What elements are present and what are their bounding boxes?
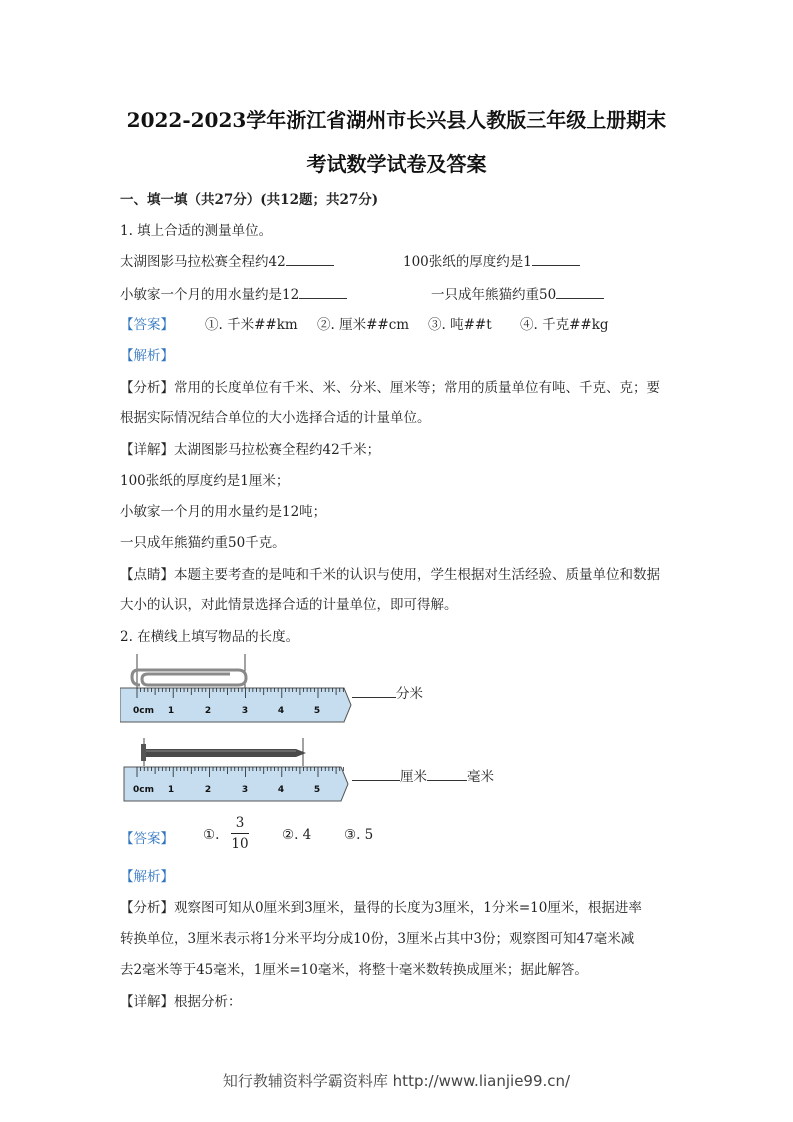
answer-blank[interactable] — [286, 251, 334, 266]
fenxi-text: 观察图可知从0厘米到3厘米，量得的长度为3厘米，1分米=10厘米，根据进率 — [174, 900, 642, 916]
answer-item-2: ②. 4 — [282, 827, 312, 843]
question-1-stem: 1. 填上合适的测量单位。 — [120, 223, 273, 239]
xiangjie-text: 太湖图影马拉松赛全程约42千米； — [174, 442, 381, 458]
ruler-label: 2 — [204, 785, 212, 795]
dianjing-cont: 大小的认识，对此情景选择合适的计量单位，即可得解。 — [120, 597, 458, 613]
analysis-fenxi-cont: 根据实际情况结合单位的大小选择合适的计量单位。 — [120, 410, 431, 426]
xiangjie-text: 根据分析： — [174, 994, 242, 1010]
answer-item-1: ①. 千米##km — [205, 317, 298, 333]
xiangjie-tag: 【详解】 — [120, 442, 174, 458]
document-title-line-1: 2022-2023学年浙江省湖州市长兴县人教版三年级上册期末 — [126, 108, 667, 132]
question-1-item-b — [403, 250, 580, 270]
unit-decimeter: 分米 — [396, 686, 423, 702]
fraction-numerator: 3 — [235, 815, 245, 831]
ruler-paperclip-figure — [120, 652, 355, 727]
ruler-label: 0cm — [133, 785, 154, 795]
question-2-blank-1 — [352, 682, 423, 702]
analysis-xiangjie — [120, 990, 242, 1010]
answer-item-3: ③. 5 — [344, 827, 374, 843]
ruler-body — [124, 767, 348, 801]
question-1-item-a — [120, 250, 334, 270]
question-1-item-d-text: 一只成年熊猫约重50 — [431, 287, 557, 303]
answer-blank[interactable] — [299, 284, 347, 299]
ruler-label: 1 — [167, 706, 175, 716]
answer-blank[interactable] — [532, 251, 580, 266]
fenxi-text: 常用的长度单位有千米、米、分米、厘米等；常用的质量单位有吨、千克、克；要 — [174, 380, 660, 396]
analysis-fenxi-cont-1: 转换单位，3厘米表示将1分米平均分成10份，3厘米占其中3份；观察图可知47毫米减 — [120, 931, 635, 947]
answer-blank[interactable] — [427, 766, 467, 781]
analysis-tag: 【解析】 — [120, 348, 174, 364]
fraction-bar — [231, 833, 249, 834]
analysis-fenxi — [120, 376, 660, 396]
ruler-body — [120, 688, 351, 722]
analysis-xiangjie — [120, 438, 380, 458]
xiangjie-line-2: 100张纸的厚度约是1厘米； — [120, 473, 290, 489]
answer-tag: 【答案】 — [120, 831, 174, 847]
analysis-tag: 【解析】 — [120, 869, 174, 885]
ruler-label: 1 — [167, 785, 175, 795]
analysis-fenxi-cont-2: 去2毫米等于45毫米，1厘米=10毫米，将整十毫米数转换成厘米；据此解答。 — [120, 962, 588, 978]
section-heading: 一、填一填（共27分）(共12题；共27分) — [120, 192, 379, 208]
fenxi-tag: 【分析】 — [120, 380, 174, 396]
dianjing-text: 本题主要考查的是吨和千米的认识与使用，学生根据对生活经验、质量单位和数据 — [174, 567, 660, 583]
answer-item-1-prefix: ①. — [203, 827, 220, 843]
answer-fraction — [231, 815, 249, 852]
page-footer: 知行教辅资料学霸资料库 http://www.lianjie99.cn/ — [222, 1072, 571, 1090]
ruler-label: 5 — [313, 785, 321, 795]
ruler-label: 4 — [277, 785, 285, 795]
answer-item-3: ③. 吨##t — [428, 317, 492, 333]
ruler-label: 4 — [277, 706, 285, 716]
answer-item-2: ②. 厘米##cm — [317, 317, 410, 333]
paperclip-icon — [132, 670, 246, 685]
fraction-denominator: 10 — [231, 836, 249, 852]
analysis-fenxi — [120, 896, 642, 916]
xiangjie-line-4: 一只成年熊猫约重50千克。 — [120, 535, 286, 551]
question-1-item-d — [431, 283, 604, 303]
answer-blank[interactable] — [352, 766, 400, 781]
question-1-item-b-text: 100张纸的厚度约是1 — [403, 254, 532, 270]
answer-blank[interactable] — [352, 683, 396, 698]
ruler-label: 5 — [313, 706, 321, 716]
unit-millimeter: 毫米 — [467, 769, 494, 785]
question-1-item-a-text: 太湖图影马拉松赛全程约42 — [120, 254, 286, 270]
answer-tag: 【答案】 — [120, 317, 174, 333]
xiangjie-tag: 【详解】 — [120, 994, 174, 1010]
question-2-blank-2 — [352, 765, 494, 785]
unit-centimeter: 厘米 — [400, 769, 427, 785]
fenxi-tag: 【分析】 — [120, 900, 174, 916]
answer-blank[interactable] — [556, 284, 604, 299]
ruler-label: 3 — [241, 706, 249, 716]
ruler-label: 0cm — [133, 706, 154, 716]
ruler-label: 2 — [204, 706, 212, 716]
answer-item-4: ④. 千克##kg — [520, 317, 609, 333]
analysis-dianjing — [120, 563, 660, 583]
dianjing-tag: 【点睛】 — [120, 567, 174, 583]
ruler-nail-figure — [120, 734, 355, 806]
question-2-stem: 2. 在横线上填写物品的长度。 — [120, 629, 300, 645]
nail-icon — [141, 744, 306, 761]
xiangjie-line-3: 小敏家一个月的用水量约是12吨； — [120, 504, 327, 520]
ruler-label: 3 — [241, 785, 249, 795]
question-1-item-c — [120, 283, 347, 303]
question-1-item-c-text: 小敏家一个月的用水量约是12 — [120, 287, 300, 303]
document-title-line-2: 考试数学试卷及答案 — [306, 152, 487, 176]
